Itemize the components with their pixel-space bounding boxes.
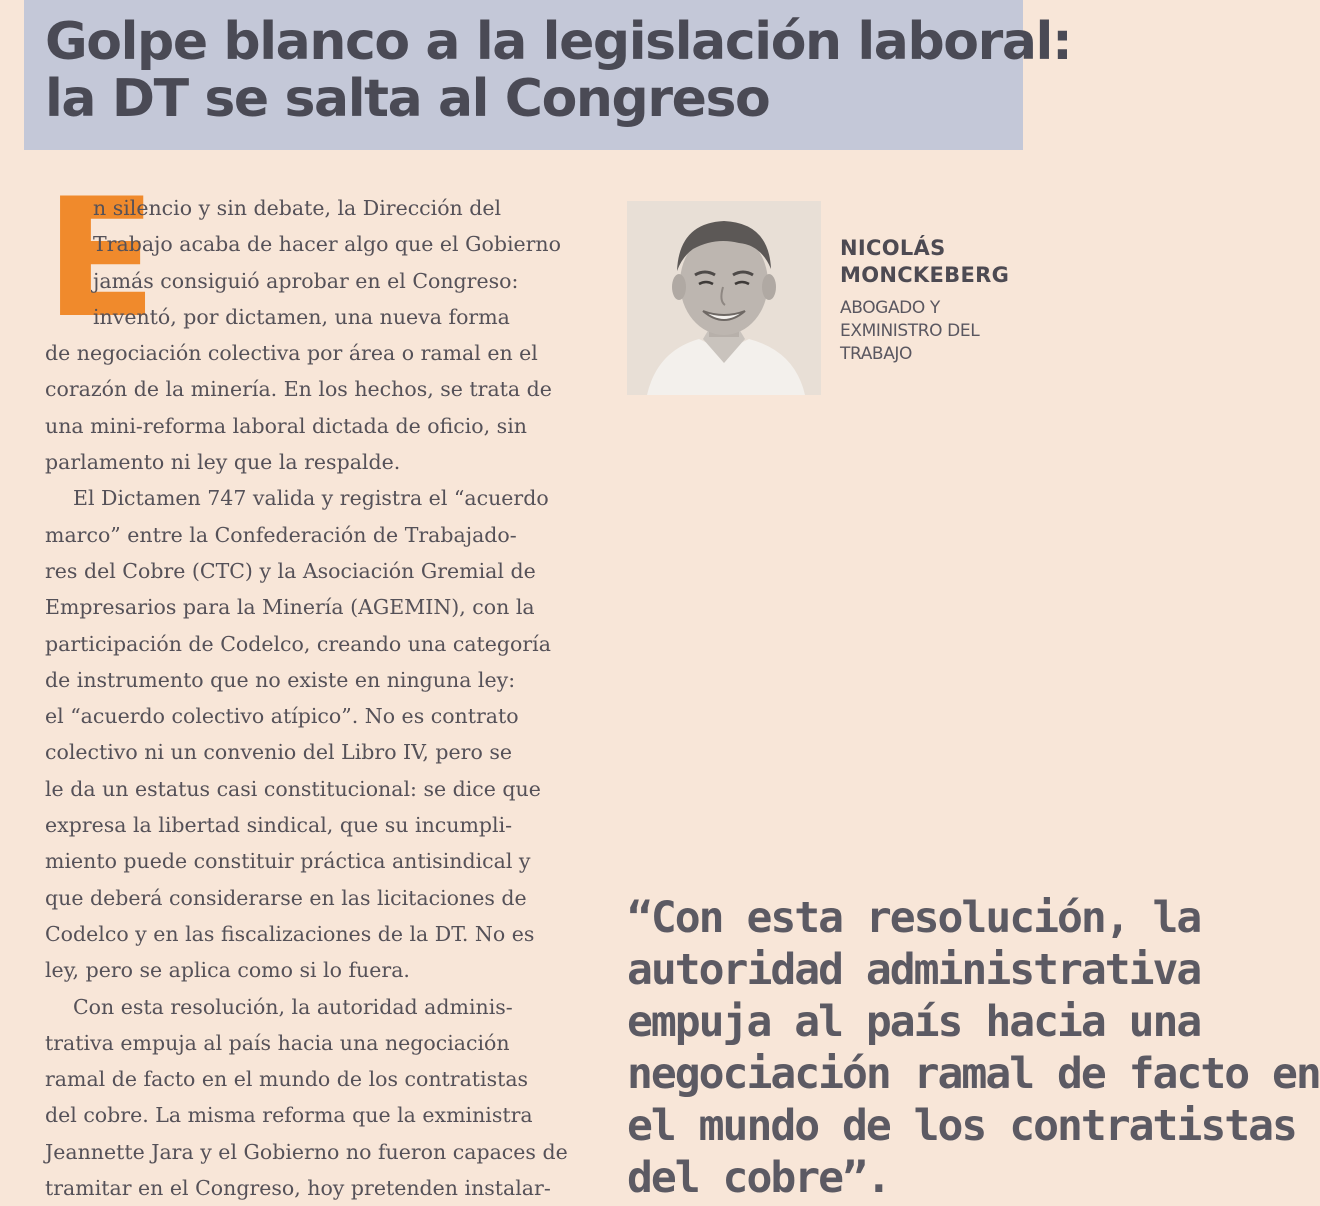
pull-quote-line: el mundo de los contratistas (627, 1101, 1296, 1151)
pull-quote (627, 892, 1320, 1204)
author-name-line: NICOLÁS (840, 236, 946, 260)
article-line: trativa empuja al país hacia una negociación (45, 1030, 510, 1055)
article-line: tramitar en el Congreso, hoy pretenden instalar- (45, 1176, 551, 1201)
author-name-line: MONCKEBERG (840, 263, 1010, 287)
article-line: de instrumento que no existe en ninguna ley: (45, 667, 516, 692)
author-role-line: TRABAJO (840, 344, 913, 364)
pull-quote-line: negociación ramal de facto en (627, 1049, 1320, 1099)
headline-line: la DT se salta al Congreso (45, 69, 770, 129)
article-line: ley, pero se aplica como si lo fuera. (45, 958, 410, 983)
author-portrait-icon (627, 201, 821, 395)
article-line: expresa la libertad sindical, que su incumpli- (45, 813, 513, 838)
article-line: corazón de la minería. En los hechos, se trata de (45, 377, 552, 402)
article-line: del cobre. La misma reforma que la exministra (45, 1103, 533, 1128)
article-line: de negociación colectiva por área o ramal en el (45, 341, 538, 366)
article-line: jamás consiguió aprobar en el Congreso: (93, 268, 519, 293)
article-line: inventó, por dictamen, una nueva forma (93, 304, 510, 329)
article-line: parlamento ni ley que la respalde. (45, 450, 401, 475)
article-line: Codelco y en las fiscalizaciones de la DT. No es (45, 921, 535, 946)
article-line: una mini-reforma laboral dictada de oficio, sin (45, 413, 527, 438)
author-role-line: EXMINISTRO DEL (840, 321, 980, 341)
pull-quote-line: del cobre”. (627, 1153, 890, 1203)
article-line: Con esta resolución, la autoridad adminis- (73, 994, 513, 1019)
article-line: participación de Codelco, creando una categoría (45, 631, 551, 656)
article-line: marco” entre la Confederación de Trabajado- (45, 522, 517, 547)
article-line: ramal de facto en el mundo de los contratistas (45, 1067, 529, 1092)
article-line: Jeannette Jara y el Gobierno no fueron capaces de (45, 1139, 568, 1164)
author-name (840, 235, 1009, 289)
author-role (840, 297, 979, 366)
article-line: el “acuerdo colectivo atípico”. No es contrato (45, 704, 519, 729)
article-line: Trabajo acaba de hacer algo que el Gobierno (93, 232, 561, 257)
article-line: colectivo ni un convenio del Libro IV, pero se (45, 740, 512, 765)
article-body (45, 163, 605, 1206)
article-line: miento puede constituir práctica antisindical y (45, 849, 531, 874)
pull-quote-line: “Con esta resolución, la (627, 893, 1201, 943)
article-line: res del Cobre (CTC) y la Asociación Gremial de (45, 558, 536, 583)
headline (45, 14, 1071, 128)
article-line: El Dictamen 747 valida y registra el “acuerdo (73, 486, 549, 511)
pull-quote-line: empuja al país hacia una (627, 997, 1201, 1047)
article-line: Empresarios para la Minería (AGEMIN), con la (45, 595, 535, 620)
article-line: le da un estatus casi constitucional: se dice que (45, 776, 541, 801)
author-role-line: ABOGADO Y (840, 298, 940, 318)
drop-cap: E (45, 163, 158, 354)
article-line: n silencio y sin debate, la Dirección del (93, 196, 502, 220)
article-line: que deberá considerarse en las licitaciones de (45, 885, 527, 910)
headline-line: Golpe blanco a la legislación laboral: (45, 12, 1072, 72)
pull-quote-line: autoridad administrativa (627, 945, 1201, 995)
